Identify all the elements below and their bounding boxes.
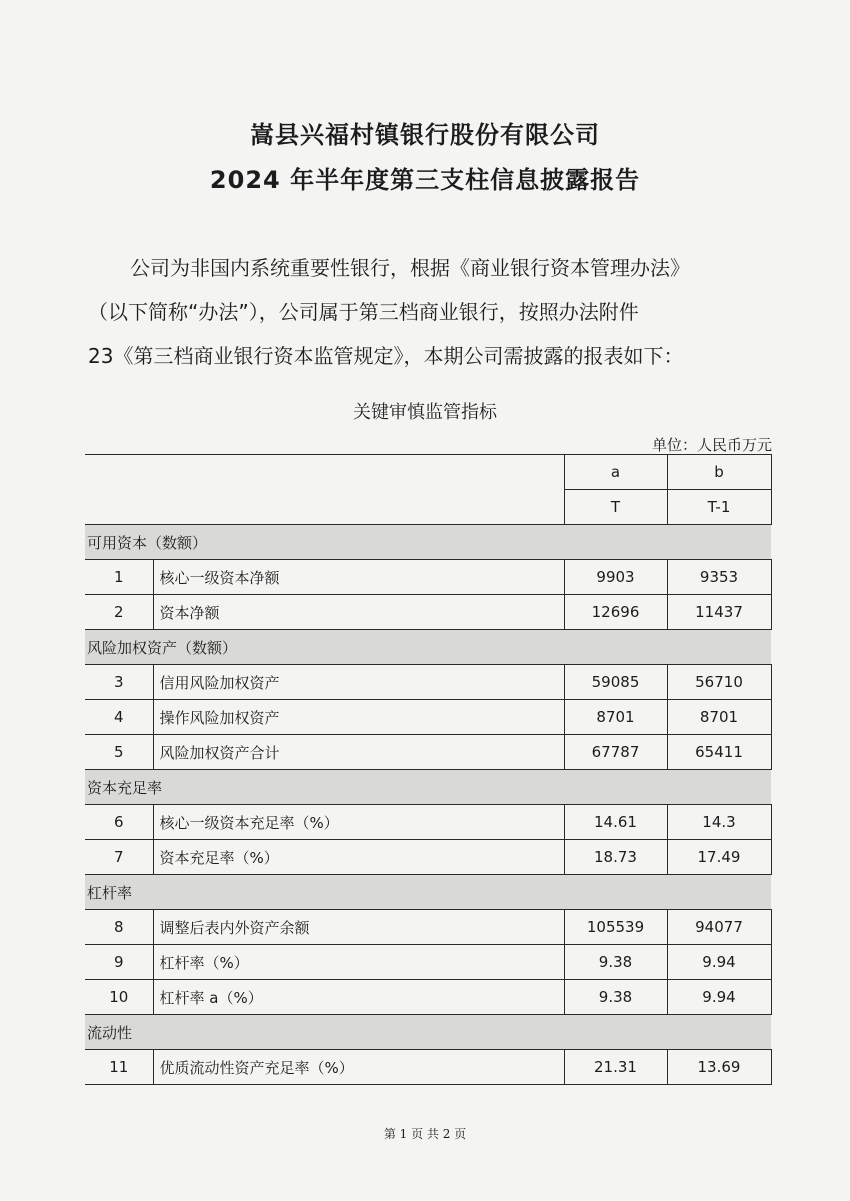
row-label: 优质流动性资产充足率（%）	[153, 1050, 564, 1085]
row-number: 7	[85, 840, 153, 875]
row-label: 资本净额	[153, 595, 564, 630]
value-t-1: 8701	[667, 700, 771, 735]
section-row	[85, 525, 771, 560]
row-label: 杠杆率（%）	[153, 945, 564, 980]
col-header-t: T	[564, 490, 667, 525]
col-header-a: a	[564, 455, 667, 490]
table-row	[85, 560, 771, 595]
prudential-indicators-table	[85, 454, 772, 1085]
value-t: 59085	[564, 665, 667, 700]
document-title: 嵩县兴福村镇银行股份有限公司	[250, 121, 600, 149]
value-t: 12696	[564, 595, 667, 630]
header-blank-cell	[85, 455, 564, 525]
row-number: 3	[85, 665, 153, 700]
row-number: 8	[85, 910, 153, 945]
section-title: 资本充足率	[85, 770, 771, 805]
value-t-1: 14.3	[667, 805, 771, 840]
row-number: 11	[85, 1050, 153, 1085]
row-label: 风险加权资产合计	[153, 735, 564, 770]
value-t: 8701	[564, 700, 667, 735]
table-row	[85, 595, 771, 630]
value-t: 18.73	[564, 840, 667, 875]
value-t: 9.38	[564, 980, 667, 1015]
page-footer: 第 1 页 共 2 页	[383, 1127, 467, 1141]
table-row	[85, 700, 771, 735]
intro-line: （以下简称“办法”），公司属于第三档商业银行，按照办法附件	[88, 300, 639, 324]
col-header-b: b	[667, 455, 771, 490]
row-number: 4	[85, 700, 153, 735]
section-row	[85, 1015, 771, 1050]
table-row	[85, 665, 771, 700]
row-label: 核心一级资本净额	[153, 560, 564, 595]
table-title: 关键审慎监管指标	[353, 402, 497, 423]
row-label: 调整后表内外资产余额	[153, 910, 564, 945]
row-label: 资本充足率（%）	[153, 840, 564, 875]
value-t-1: 56710	[667, 665, 771, 700]
row-label: 核心一级资本充足率（%）	[153, 805, 564, 840]
value-t: 14.61	[564, 805, 667, 840]
table-row	[85, 840, 771, 875]
row-number: 6	[85, 805, 153, 840]
row-label: 操作风险加权资产	[153, 700, 564, 735]
section-row	[85, 630, 771, 665]
table-row	[85, 980, 771, 1015]
value-t-1: 94077	[667, 910, 771, 945]
section-row	[85, 770, 771, 805]
intro-paragraph	[88, 246, 778, 378]
col-header-t-1: T-1	[667, 490, 771, 525]
value-t-1: 9353	[667, 560, 771, 595]
table-row	[85, 910, 771, 945]
value-t: 9.38	[564, 945, 667, 980]
row-number: 9	[85, 945, 153, 980]
value-t: 9903	[564, 560, 667, 595]
header-row-letters	[85, 455, 771, 490]
section-title: 流动性	[85, 1015, 771, 1050]
value-t-1: 9.94	[667, 945, 771, 980]
row-number: 1	[85, 560, 153, 595]
intro-line: 公司为非国内系统重要性银行，根据《商业银行资本管理办法》	[130, 256, 690, 280]
intro-line: 23《第三档商业银行资本监管规定》，本期公司需披露的报表如下：	[88, 344, 684, 368]
table-row	[85, 945, 771, 980]
row-number: 5	[85, 735, 153, 770]
value-t-1: 13.69	[667, 1050, 771, 1085]
section-row	[85, 875, 771, 910]
value-t-1: 65411	[667, 735, 771, 770]
row-label: 杠杆率 a（%）	[153, 980, 564, 1015]
section-title: 可用资本（数额）	[85, 525, 771, 560]
section-title: 杠杆率	[85, 875, 771, 910]
value-t: 21.31	[564, 1050, 667, 1085]
row-number: 2	[85, 595, 153, 630]
value-t-1: 11437	[667, 595, 771, 630]
value-t: 105539	[564, 910, 667, 945]
table-row	[85, 1050, 771, 1085]
unit-label: 单位：人民币万元	[651, 436, 772, 454]
value-t-1: 9.94	[667, 980, 771, 1015]
value-t: 67787	[564, 735, 667, 770]
table-row	[85, 735, 771, 770]
row-label: 信用风险加权资产	[153, 665, 564, 700]
document-subtitle: 2024 年半年度第三支柱信息披露报告	[209, 166, 641, 194]
section-title: 风险加权资产（数额）	[85, 630, 771, 665]
table-row	[85, 805, 771, 840]
row-number: 10	[85, 980, 153, 1015]
value-t-1: 17.49	[667, 840, 771, 875]
